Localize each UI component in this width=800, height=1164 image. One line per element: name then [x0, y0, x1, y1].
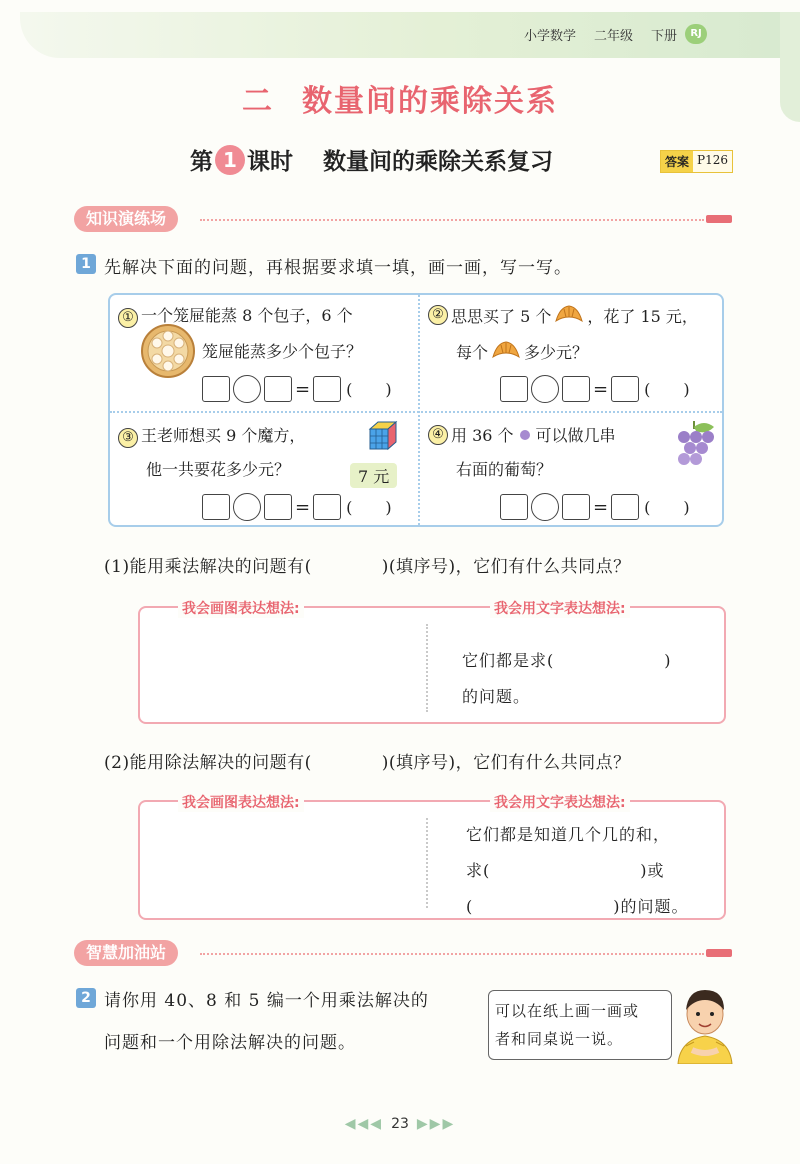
problem-text: 用 36 个	[451, 426, 514, 445]
thinking-box-2	[138, 800, 726, 920]
unit-blank[interactable]: ( )	[346, 379, 406, 399]
question-text: 先解决下面的问题，再根据要求填一填，画一画，写一写。	[104, 258, 572, 278]
problem-text: 多少元？	[524, 342, 589, 362]
croissant-icon	[491, 339, 521, 363]
section-label-practice: 知识演练场	[74, 206, 178, 232]
answer-box[interactable]	[562, 494, 590, 520]
question-number: 2	[76, 988, 96, 1008]
equals-sign: =	[295, 378, 311, 400]
header-subject: 小学数学	[524, 28, 577, 44]
write-idea-label: 我会用文字表达想法:	[490, 598, 630, 618]
rubiks-cube-icon	[366, 419, 400, 453]
price-tag: 7 元	[350, 463, 397, 488]
write-answer-line	[462, 648, 672, 671]
problem-1-line2: 笼屉能蒸多少个包子？	[202, 342, 363, 361]
header-grade: 二年级	[594, 28, 634, 44]
answer-box[interactable]	[264, 376, 292, 402]
write-text: (	[466, 897, 474, 916]
answer-reference	[660, 150, 733, 173]
subquestion-text: )(填序号)，它们有什么共同点？	[381, 753, 631, 773]
operator-circle[interactable]	[233, 375, 261, 403]
draw-idea-label: 我会画图表达想法:	[178, 598, 304, 618]
footer-arrows-right: ▶▶▶	[416, 1116, 456, 1132]
problem-4	[428, 423, 616, 446]
problem-number: ③	[118, 428, 138, 448]
write-text: )的问题。	[613, 897, 689, 916]
unit-number: 二	[242, 84, 274, 119]
bead-icon	[518, 428, 532, 442]
equals-sign: =	[295, 496, 311, 518]
lesson-number-badge: 1	[215, 145, 245, 175]
unit-title	[0, 76, 800, 120]
subquestion-text: (2)能用除法解决的问题有(	[104, 753, 312, 773]
write-answer-line	[466, 858, 665, 881]
problem-text: 可以做几串	[535, 426, 616, 445]
problem-grid	[108, 293, 724, 527]
hint-text: 可以在纸上画一画或	[495, 1002, 640, 1020]
answer-label: 答案	[661, 151, 693, 172]
problem-number: ④	[428, 425, 448, 445]
problem-number: ①	[118, 308, 138, 328]
equation-row	[500, 493, 704, 521]
answer-box[interactable]	[313, 494, 341, 520]
page-footer	[0, 1116, 800, 1132]
edition-badge: RJ	[685, 24, 707, 44]
problem-number: ②	[428, 305, 448, 325]
section-divider	[200, 219, 704, 221]
section-label-challenge: 智慧加油站	[74, 940, 178, 966]
boy-character-icon	[672, 984, 738, 1064]
unit-name: 数量间的乘除关系	[302, 84, 558, 119]
problem-text: 王老师想买 9 个魔方，	[141, 426, 306, 445]
subquestion-text: )(填序号)，它们有什么共同点？	[381, 557, 631, 577]
problem-3-line2: 他一共要花多少元？	[146, 460, 291, 479]
hint-bubble	[488, 990, 672, 1060]
thinking-box-1	[138, 606, 726, 724]
problem-text: 每个	[456, 342, 489, 362]
answer-page: P126	[697, 153, 728, 167]
write-text: )	[664, 651, 672, 670]
subquestion-2	[104, 748, 631, 773]
question-text-line1: 请你用 40、8 和 5 编一个用乘法解决的	[104, 991, 429, 1011]
lesson-prefix: 第	[190, 149, 213, 175]
footer-arrows-left: ◀◀◀	[344, 1116, 384, 1132]
problem-3	[118, 423, 305, 448]
grapes-icon	[670, 419, 716, 471]
answer-box[interactable]	[264, 494, 292, 520]
answer-box[interactable]	[611, 494, 639, 520]
problem-2	[428, 303, 698, 327]
lesson-name: 数量间的乘除关系复习	[323, 149, 553, 175]
problem-text: 一个笼屉能蒸 8 个包子，6 个	[141, 306, 353, 325]
pencil-icon	[706, 215, 732, 223]
answer-box[interactable]	[500, 494, 528, 520]
answer-box[interactable]	[562, 376, 590, 402]
page-number: 23	[391, 1116, 409, 1132]
equation-row	[202, 493, 406, 521]
section-divider	[200, 953, 704, 955]
question-text-line2: 问题和一个用除法解决的问题。	[104, 1033, 356, 1053]
equation-row	[500, 375, 704, 403]
write-text: 它们都是知道几个几的和，	[466, 825, 671, 844]
answer-box[interactable]	[500, 376, 528, 402]
book-header	[524, 24, 707, 44]
pencil-icon	[706, 949, 732, 957]
operator-circle[interactable]	[531, 493, 559, 521]
operator-circle[interactable]	[233, 493, 261, 521]
write-text: 它们都是求(	[462, 651, 555, 670]
problem-text: ，花了 15 元，	[587, 306, 698, 326]
header-volume: 下册	[651, 28, 678, 44]
answer-box[interactable]	[611, 376, 639, 402]
problem-2-line2	[456, 339, 588, 363]
unit-blank[interactable]: ( )	[644, 497, 704, 517]
answer-box[interactable]	[202, 494, 230, 520]
steamer-basket-icon	[140, 323, 196, 379]
equation-row	[202, 375, 406, 403]
question-number: 1	[76, 254, 96, 274]
draw-idea-label: 我会画图表达想法:	[178, 792, 304, 812]
problem-text: 思思买了 5 个	[451, 306, 552, 326]
answer-box[interactable]	[313, 376, 341, 402]
write-text: 的问题。	[462, 687, 531, 706]
subquestion-text: (1)能用乘法解决的问题有(	[104, 557, 312, 577]
lesson-title	[190, 143, 553, 176]
equals-sign: =	[593, 496, 609, 518]
equals-sign: =	[593, 378, 609, 400]
lesson-suffix: 课时	[247, 149, 293, 175]
operator-circle[interactable]	[531, 375, 559, 403]
write-idea-label: 我会用文字表达想法:	[490, 792, 630, 812]
answer-box[interactable]	[202, 376, 230, 402]
write-answer-line	[466, 894, 689, 917]
hint-text: 者和同桌说一说。	[495, 1030, 624, 1048]
write-text: )或	[640, 861, 665, 880]
unit-blank[interactable]: ( )	[346, 497, 406, 517]
subquestion-1	[104, 552, 631, 577]
problem-4-line2: 右面的葡萄？	[456, 460, 553, 479]
croissant-icon	[554, 303, 584, 327]
unit-blank[interactable]: ( )	[644, 379, 704, 399]
write-text: 求(	[466, 861, 491, 880]
